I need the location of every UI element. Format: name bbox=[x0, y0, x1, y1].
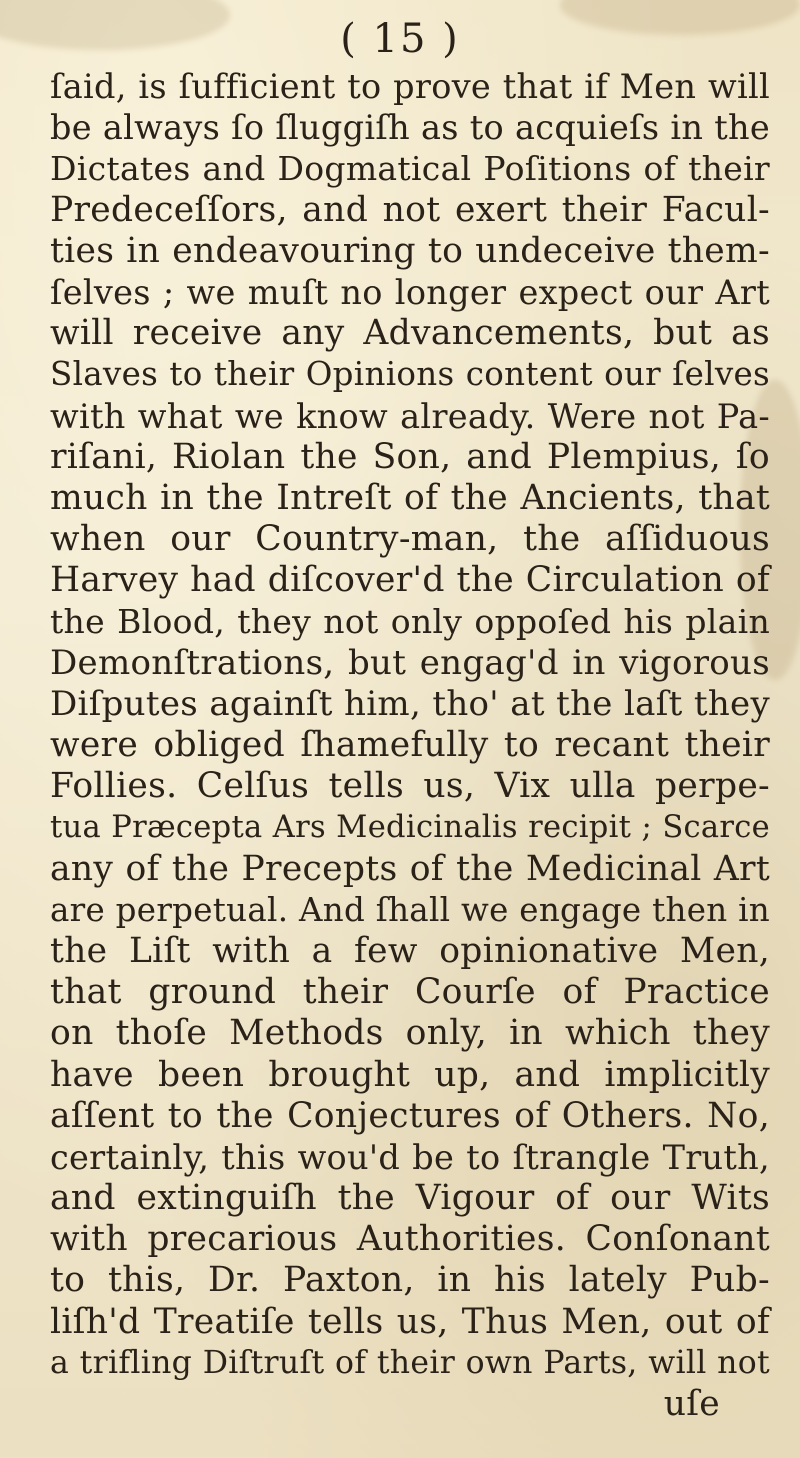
text-line: Slaves to their Opinions content our ſelves bbox=[50, 355, 770, 394]
text-line: Predeceſſors, and not exert their Facul- bbox=[50, 189, 770, 230]
page-number: ( 15 ) bbox=[340, 16, 460, 62]
text-line: riſani, Riolan the Son, and Plempius, ſo bbox=[50, 436, 770, 477]
text-line: will receive any Advancements, but as bbox=[50, 313, 770, 354]
text-line: were obliged ſhamefully to recant their bbox=[50, 725, 770, 765]
text-line: that ground their Courſe of Practice bbox=[50, 972, 770, 1013]
text-line: with precarious Authorities. Conſonant bbox=[50, 1219, 770, 1260]
text-line: are perpetual. And ſhall we engage then in bbox=[50, 890, 771, 929]
text-line: ties in endeavouring to undeceive them- bbox=[50, 230, 770, 271]
text-line: Diſputes againſt him, tho' at the laſt they bbox=[50, 683, 770, 724]
text-line: be always ſo ſluggiſh as to acquieſs in the bbox=[50, 108, 770, 148]
text-line: the Blood, they not only oppoſed his plain bbox=[50, 602, 770, 642]
text-line: and extinguiſh the Vigour of our Wits bbox=[50, 1178, 770, 1219]
text-line: Harvey had diſcover'd the Circulation of bbox=[50, 560, 770, 601]
text-line: on thoſe Methods only, in which they bbox=[50, 1013, 770, 1054]
text-line: have been brought up, and implicitly bbox=[50, 1054, 770, 1095]
text-line: with what we know already. Were not Pa- bbox=[50, 396, 770, 436]
body-text bbox=[50, 66, 770, 1425]
text-line: ſelves ; we muſt no longer expect our Art bbox=[50, 272, 770, 312]
text-line: any of the Precepts of the Medicinal Art bbox=[50, 848, 770, 889]
text-line: tua Præcepta Ars Medicinalis recipit ; Scarce bbox=[50, 810, 770, 846]
catchword: uſe bbox=[663, 1384, 720, 1424]
text-line: liſh'd Treatiſe tells us, Thus Men, out of bbox=[50, 1301, 770, 1342]
text-line: to this, Dr. Paxton, in his lately Pub- bbox=[50, 1260, 770, 1301]
text-line: Demonſtrations, but engag'd in vigorous bbox=[50, 642, 770, 683]
text-line: aſſent to the Conjectures of Others. No, bbox=[50, 1095, 770, 1136]
text-line: Follies. Celſus tells us, Vix ulla perpe- bbox=[50, 766, 770, 807]
text-line: ſaid, is ſufficient to prove that if Men will bbox=[50, 67, 770, 106]
text-line: certainly, this wou'd be to ſtrangle Truth, bbox=[50, 1137, 770, 1177]
text-line: much in the Intreſt of the Ancients, that bbox=[50, 477, 770, 518]
text-line: the Liſt with a few opinionative Men, bbox=[50, 930, 770, 971]
text-line: when our Country-man, the aſſiduous bbox=[50, 519, 770, 560]
text-line: Dictates and Dogmatical Poſitions of their bbox=[50, 149, 770, 189]
text-line: a trifling Diſtruſt of their own Parts, will not bbox=[50, 1344, 770, 1381]
